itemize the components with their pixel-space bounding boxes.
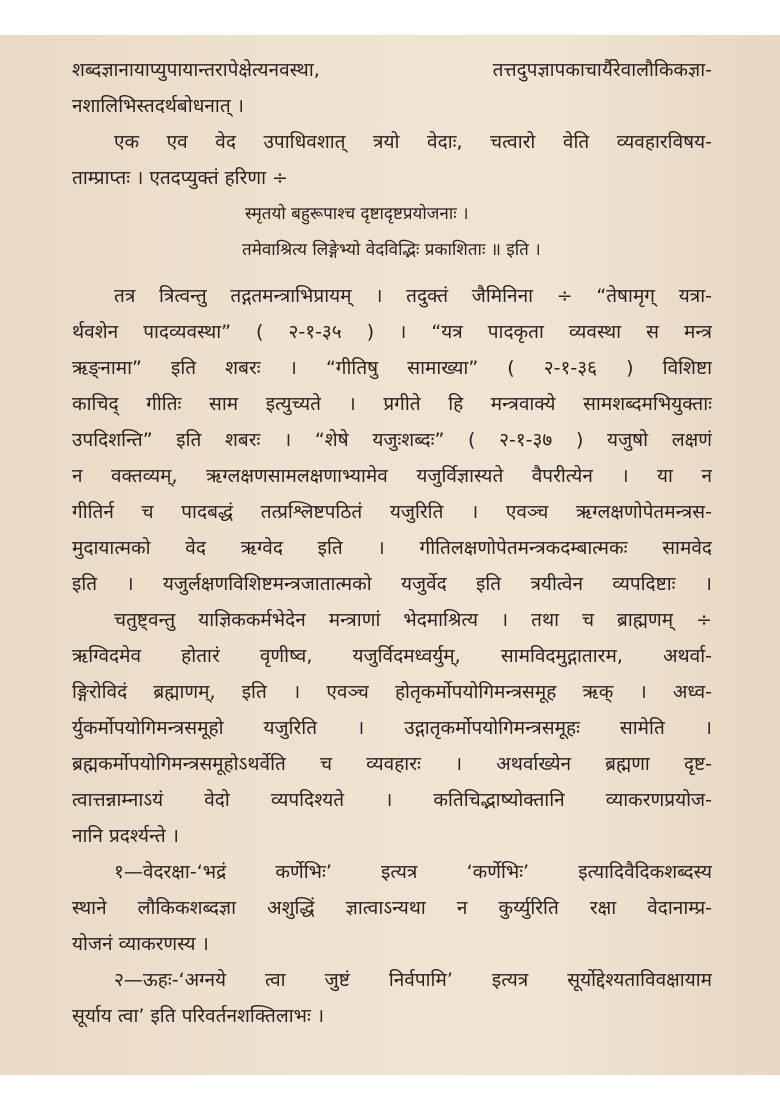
verse-line: स्मृतयो बहुरूपाश्च दृष्टादृष्टप्रयोजनाः । (245, 204, 469, 224)
text-line: ऋङ्नामा” इति शबरः । “गीतिषु सामाख्या” ( २-१-३६ ) विशिष्टा (72, 357, 712, 379)
text-line: ऋग्विदमेव होतारं वृणीष्व, यजुर्विदमध्वर्युम्, सामविदमुद्गातारम, अथर्वा- (72, 645, 712, 667)
paragraph-start: चतुष्ट्वन्तु याज्ञिककर्मभेदेन मन्त्राणां भेदमाश्रित्य । तथा च ब्राह्मणम् ÷ (114, 609, 712, 631)
page-body (72, 52, 712, 1034)
text-line: ताम्प्राप्तः । एतदप्युक्तं हरिणा ÷ (72, 167, 288, 189)
list-item-start: २—ऊहः-‘अग्नये त्वा जुष्टं निर्वपामि’ इत्यत्र सूर्योद्देश्यताविवक्षायाम (114, 969, 712, 991)
text-line: नानि प्रदर्श्यन्ते । (72, 825, 179, 847)
text-line: उपदिशन्ति” इति शबरः । “शेषे यजुःशब्दः” ( २-१-३७ ) यजुषो लक्षणं (72, 429, 712, 451)
text-line: र्थवशेन पादव्यवस्था” ( २-१-३५ ) । “यत्र पादकृता व्यवस्था स मन्त्र (72, 321, 712, 343)
text-line: इति । यजुर्लक्षणविशिष्टमन्त्रजातात्मको यजुर्वेद इति त्रयीत्वेन व्यपदिष्टाः । (72, 573, 712, 595)
text-line: ङ्गिरोविदं ब्रह्माणम्, इति । एवञ्च होतृकर्मोपयोगिमन्त्रसमूह ऋक् । अध्व- (72, 681, 712, 703)
text-line: स्थाने लौकिकशब्दज्ञा अशुद्धिं ज्ञात्वाऽन्यथा न कुर्य्युरिति रक्षा वेदानाम्प्र- (72, 897, 712, 919)
text-line: काचिद् गीतिः साम इत्युच्यते । प्रगीते हि मन्त्रवाक्ये सामशब्दमभियुक्ताः (72, 393, 712, 415)
text-line: नशालिभिस्तदर्थबोधनात् । (72, 95, 244, 117)
text-line: त्वात्तन्नाम्नाऽयं वेदो व्यपदिश्यते । कतिचिद्भाष्योक्तानि व्याकरणप्रयोज- (72, 789, 712, 811)
paragraph-start: तत्र त्रित्वन्तु तद्गतमन्त्राभिप्रायम् । तदुक्तं जैमिनिना ÷ “तेषामृग् यत्रा- (114, 285, 712, 307)
paragraph-start: एक एव वेद उपाधिवशात् त्रयो वेदाः, चत्वारो वेति व्यवहारविषय- (114, 131, 712, 153)
text-line: योजनं व्याकरणस्य । (72, 933, 209, 955)
text-line: शब्दज्ञानायाप्युपायान्तरापेक्षेत्यनवस्था, तत्तदुपज्ञापकाचार्यैरेवालौकिकज्ञा- (72, 59, 712, 81)
text-line: न वक्तव्यम्, ऋग्लक्षणसामलक्षणाभ्यामेव यजुर्विज्ञास्यते वैपरीत्येन । या न (72, 465, 712, 487)
text-line: ब्रह्मकर्मोपयोगिमन्त्रसमूहोऽथर्वेति च व्यवहारः । अथर्वाख्येन ब्रह्मणा दृष्ट- (72, 753, 712, 775)
text-line: गीतिर्न च पादबद्धं तत्प्रश्लिष्टपठितं यजुरिति । एवञ्च ऋग्लक्षणोपेतमन्त्रस- (72, 501, 712, 523)
list-item-start: १—वेदरक्षा-‘भद्रं कर्णेभिः’ इत्यत्र ‘कर्णेभिः’ इत्यादिवैदिकशब्दस्य (114, 861, 712, 883)
text-line: सूर्याय त्वा’ इति परिवर्तनशक्तिलाभः । (72, 1005, 325, 1027)
verse-line: तमेवाश्रित्य लिङ्गेभ्यो वेदविद्भिः प्रकाशिताः ॥ इति । (242, 240, 541, 260)
text-line: र्युकर्मोपयोगिमन्त्रसमूहो यजुरिति । उद्गातृकर्मोपयोगिमन्त्रसमूहः सामेति । (72, 717, 712, 739)
text-line: मुदायात्मको वेद ऋग्वेद इति । गीतिलक्षणोपेतमन्त्रकदम्बात्मकः सामवेद (72, 537, 712, 559)
